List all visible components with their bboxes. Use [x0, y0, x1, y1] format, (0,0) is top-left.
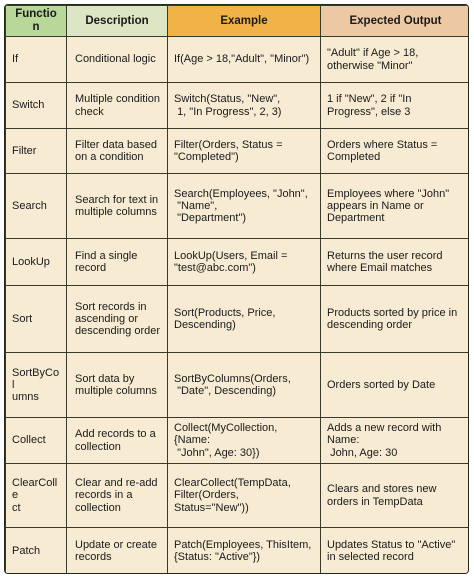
cell-example: Collect(MyCollection, {Name: "John", Age: 30}): [168, 418, 321, 464]
cell-function: Search: [6, 174, 67, 239]
table-row: [6, 174, 470, 239]
cell-output: Returns the user record where Email matches: [321, 239, 470, 286]
cell-function: LookUp: [6, 239, 67, 286]
cell-output: Adds a new record with Name: John, Age: 30: [321, 418, 470, 464]
cell-output: Orders where Status = Completed: [321, 129, 470, 174]
cell-output: Products sorted by price in descending order: [321, 286, 470, 353]
cell-function: If: [6, 37, 67, 83]
table-row: [6, 129, 470, 174]
header-row: [6, 6, 470, 37]
cell-example: Patch(Employees, ThisItem, {Status: "Active"}): [168, 528, 321, 575]
cell-description: Update or create records: [67, 528, 168, 575]
cell-example: If(Age > 18,"Adult", "Minor"): [168, 37, 321, 83]
cell-description: Sort data by multiple columns: [67, 353, 168, 418]
cell-example: LookUp(Users, Email = "test@abc.com"): [168, 239, 321, 286]
table-row: [6, 418, 470, 464]
cell-example: Search(Employees, "John", "Name", "Department"): [168, 174, 321, 239]
cell-description: Find a single record: [67, 239, 168, 286]
cell-example: SortByColumns(Orders, "Date", Descending): [168, 353, 321, 418]
table-row: [6, 37, 470, 83]
cell-output: "Adult" if Age > 18, otherwise "Minor": [321, 37, 470, 83]
functions-table: [5, 5, 469, 574]
cell-description: Clear and re-add records in a collection: [67, 464, 168, 528]
cell-description: Add records to a collection: [67, 418, 168, 464]
header-description: Description: [67, 6, 168, 37]
cell-description: Sort records in ascending or descending order: [67, 286, 168, 353]
cell-function: Sort: [6, 286, 67, 353]
cell-function: Patch: [6, 528, 67, 575]
cell-output: Employees where "John" appears in Name or Department: [321, 174, 470, 239]
cell-example: Sort(Products, Price, Descending): [168, 286, 321, 353]
cell-description: Search for text in multiple columns: [67, 174, 168, 239]
header-example: Example: [168, 6, 321, 37]
cell-description: Conditional logic: [67, 37, 168, 83]
cell-function: Filter: [6, 129, 67, 174]
cell-output: Clears and stores new orders in TempData: [321, 464, 470, 528]
cell-function: ClearColle ct: [6, 464, 67, 528]
cell-description: Filter data based on a condition: [67, 129, 168, 174]
cell-output: 1 if "New", 2 if "In Progress", else 3: [321, 83, 470, 129]
functions-table-container: [4, 4, 469, 574]
table-row: [6, 286, 470, 353]
table-row: [6, 83, 470, 129]
cell-example: Filter(Orders, Status = "Completed"): [168, 129, 321, 174]
table-row: [6, 353, 470, 418]
cell-output: Orders sorted by Date: [321, 353, 470, 418]
cell-example: ClearCollect(TempData, Filter(Orders, Status="New")): [168, 464, 321, 528]
cell-function: Collect: [6, 418, 67, 464]
table-row: [6, 464, 470, 528]
cell-example: Switch(Status, "New", 1, "In Progress", 2, 3): [168, 83, 321, 129]
table-row: [6, 239, 470, 286]
cell-function: SortByCol umns: [6, 353, 67, 418]
cell-description: Multiple condition check: [67, 83, 168, 129]
header-expected-output: Expected Output: [321, 6, 470, 37]
header-function: Function: [6, 6, 67, 37]
table-row: [6, 528, 470, 575]
cell-output: Updates Status to "Active" in selected record: [321, 528, 470, 575]
cell-function: Switch: [6, 83, 67, 129]
